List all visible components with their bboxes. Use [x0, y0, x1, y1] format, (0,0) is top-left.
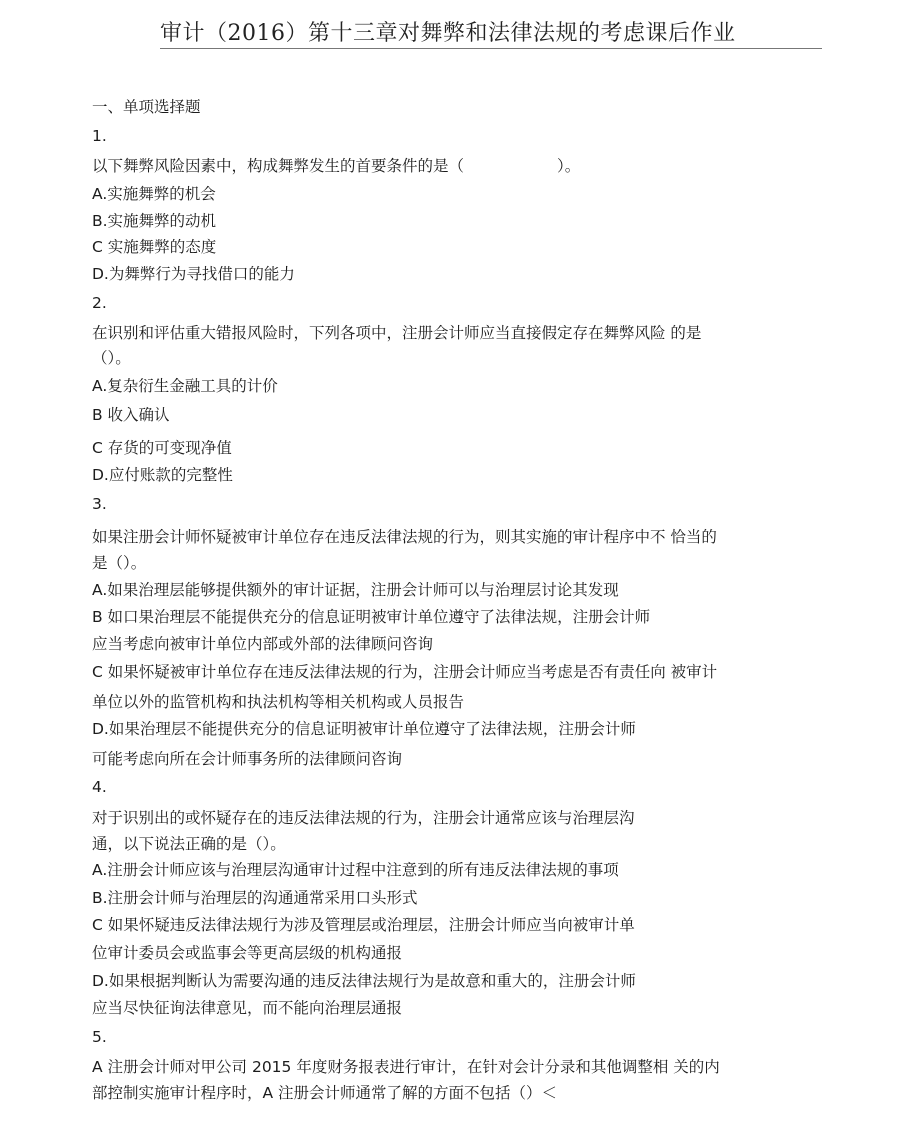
question-stem: 通，以下说法正确的是（）。 — [92, 835, 286, 853]
question-number: 4. — [92, 778, 107, 796]
question-stem: 以下舞弊风险因素中，构成舞弊发生的首要条件的是（ ）。 — [92, 157, 581, 175]
answer-option: A.注册会计师应该与治理层沟通审计过程中注意到的所有违反法律法规的事项 — [92, 861, 619, 879]
question-number: 1. — [92, 127, 107, 145]
title-underline — [160, 48, 822, 49]
answer-option: 可能考虑向所在会计师事务所的法律顾问咨询 — [92, 750, 403, 768]
question-stem: （）。 — [92, 349, 131, 367]
answer-option: C 如果怀疑被审计单位存在违反法律法规的行为，注册会计师应当考虑是否有责任向 被审计 — [92, 663, 718, 681]
section-heading: 一、单项选择题 — [92, 98, 201, 116]
answer-option: 单位以外的监管机构和执法机构等相关机构或人员报告 — [92, 693, 465, 711]
answer-option: B 收入确认 — [92, 406, 170, 424]
answer-option: B.实施舞弊的动机 — [92, 212, 217, 230]
question-number: 5. — [92, 1028, 107, 1046]
question-stem: 部控制实施审计程序时，A 注册会计师通常了解的方面不包括（）＜ — [92, 1084, 558, 1102]
question-number: 3. — [92, 495, 107, 513]
question-stem: 对于识别出的或怀疑存在的违反法律法规的行为，注册会计通常应该与治理层沟 — [92, 809, 635, 827]
answer-option: C 存货的可变现净值 — [92, 439, 232, 457]
answer-option: D.如果根据判断认为需要沟通的违反法律法规行为是故意和重大的，注册会计师 — [92, 972, 636, 990]
question-stem: 在识别和评估重大错报风险时，下列各项中，注册会计师应当直接假定存在舞弊风险 的是 — [92, 324, 702, 342]
answer-option: D.如果治理层不能提供充分的信息证明被审计单位遵守了法律法规，注册会计师 — [92, 720, 636, 738]
answer-option: C 实施舞弊的态度 — [92, 238, 217, 256]
question-stem: 是（）。 — [92, 554, 147, 572]
document-title: 审计（2016）第十三章对舞弊和法律法规的考虑课后作业 — [160, 21, 736, 46]
answer-option: C 如果怀疑违反法律法规行为涉及管理层或治理层，注册会计师应当向被审计单 — [92, 916, 635, 934]
answer-option: D.为舞弊行为寻找借口的能力 — [92, 265, 295, 283]
question-stem: 如果注册会计师怀疑被审计单位存在违反法律法规的行为，则其实施的审计程序中不 恰当的 — [92, 528, 717, 546]
answer-option: A.实施舞弊的机会 — [92, 185, 216, 203]
answer-option: 应当考虑向被审计单位内部或外部的法律顾问咨询 — [92, 635, 434, 653]
answer-option: B.注册会计师与治理层的沟通通常采用口头形式 — [92, 889, 418, 907]
answer-option: B 如口果治理层不能提供充分的信息证明被审计单位遵守了法律法规，注册会计师 — [92, 608, 651, 626]
answer-option: A.如果治理层能够提供额外的审计证据，注册会计师可以与治理层讨论其发现 — [92, 581, 619, 599]
answer-option: D.应付账款的完整性 — [92, 466, 233, 484]
question-stem: A 注册会计师对甲公司 2015 年度财务报表进行审计，在针对会计分录和其他调整相 关的内 — [92, 1058, 720, 1076]
question-number: 2. — [92, 294, 107, 312]
answer-option: 位审计委员会或监事会等更高层级的机构通报 — [92, 944, 403, 962]
answer-option: 应当尽快征询法律意见，而不能向治理层通报 — [92, 999, 403, 1017]
answer-option: A.复杂衍生金融工具的计价 — [92, 377, 278, 395]
